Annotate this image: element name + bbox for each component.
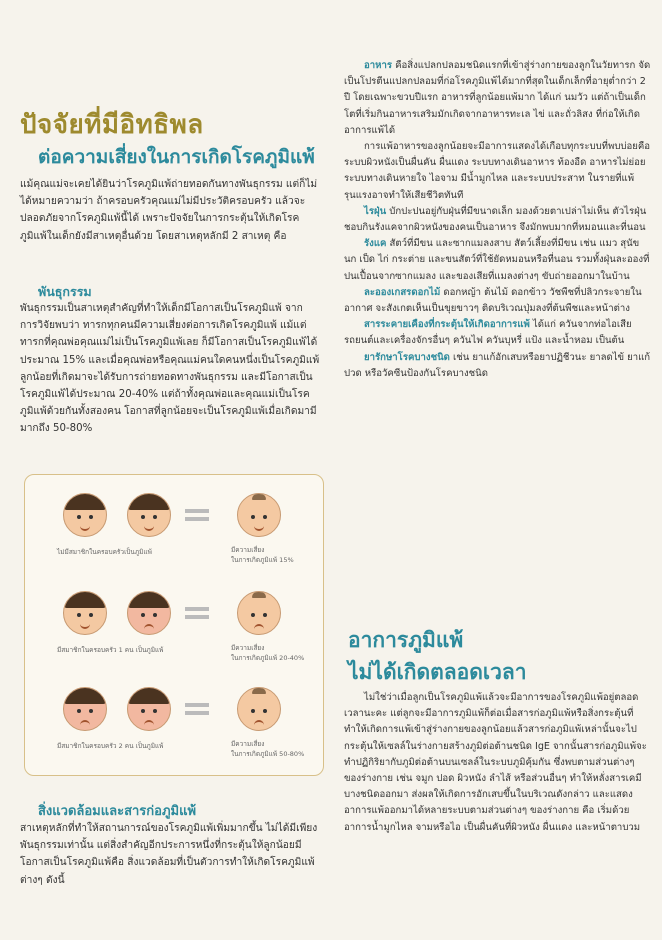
allergen-term: ยารักษาโรคบางชนิด bbox=[364, 351, 450, 363]
allergen-list bbox=[344, 58, 652, 382]
parent-face-icon bbox=[63, 591, 107, 635]
risk-value: ในการเกิดภูมิแพ้ 50-80% bbox=[231, 750, 305, 758]
parent-face-icon bbox=[63, 493, 107, 537]
risk-value: ในการเกิดภูมิแพ้ 20-40% bbox=[231, 654, 305, 662]
baby-face-icon bbox=[237, 591, 281, 635]
allergen-description: ดอกหญ้า ต้นไม้ ดอกข้าว วัชพืชที่ปลิวกระจายในอากาศ จะสังเกตเห็นเป็นขุยขาวๆ ติดบริเวณปุ่มลงที่ต้นพืชและหน้าต่าง bbox=[344, 286, 642, 315]
family-caption: มีสมาชิกในครอบครัว 1 คน เป็นภูมิแพ้ bbox=[57, 646, 164, 654]
allergen-description: สัตว์ที่มีขน และซากแมลงสาบ สัตว์เลี้ยงที่มีขน เช่น แมว สุนัข นก เป็ด ไก่ กระต่าย และขนสัตว์ที่ใช้ยัดหมอนหรือที่นอน รวมทั้งฝุ่นละอองที่ปนเปื้อนจากซากแมลง และของเสียที่แมลงต่างๆ ขับถ่ายออกมาในบ้าน bbox=[344, 238, 650, 282]
equals-icon bbox=[185, 607, 209, 619]
allergen-description: บักปะปนอยู่กับฝุ่นที่มีขนาดเล็ก มองด้วยตาเปล่าไม่เห็น ตัวไรฝุ่นชอบกินรังแคจากผิวหนังของคนเป็นอาหาร จึงมักพบมากที่หมอนและที่นอน bbox=[344, 205, 647, 234]
risk-row-1 bbox=[25, 487, 323, 577]
family-caption: ไม่มีสมาชิกในครอบครัวเป็นภูมิแพ้ bbox=[57, 548, 152, 556]
parent-face-icon bbox=[127, 493, 171, 537]
risk-row-3 bbox=[25, 681, 323, 771]
genetics-paragraph: พันธุกรรมเป็นสาเหตุสำคัญที่ทำให้เด็กมีโอกาสเป็นโรคภูมิแพ้ จากการวิจัยพบว่า ทารกทุกคนมีความเสี่ยงต่อการเกิดโรคภูมิแพ้ แม้แต่ทารกที่คุณพ่อคุณแม่ไม่เป็นโรคภูมิแพ้เลย ก็มีโอกาสเป็นโรคภูมิแพ้ได้ประมาณ 15% และเมื่อคุณพ่อหรือคุณแม่คนใดคนหนึ่งเป็นโรคภูมิแพ้ ลูกน้อยที่เกิดมาจะได้รับการถ่ายทอดทางพันธุกรรม และมีโอกาสเป็นโรคภูมิแพ้ได้ประมาณ 20-40% แต่ถ้าทั้งคุณพ่อและคุณแม่เป็นโรคภูมิแพ้ด้วยกันทั้งสองคน โอกาสที่ลูกน้อยจะเป็นโรคภูมิแพ้เมื่อเกิดมามีมากถึง 50-80% bbox=[20, 303, 320, 435]
risk-label: มีความเสี่ยง bbox=[231, 740, 265, 748]
allergen-term: ไรฝุ่น bbox=[364, 205, 387, 217]
baby-face-icon bbox=[237, 493, 281, 537]
environment-heading: สิ่งแวดล้อมและสารก่อภูมิแพ้ bbox=[38, 804, 197, 819]
allergen-term: สารระคายเคืองที่กระตุ้นให้เกิดอาการแพ้ bbox=[364, 319, 530, 331]
section-title-line-1: อาการภูมิแพ้ bbox=[348, 628, 464, 652]
allergen-description: การแพ้อาหารของลูกน้อยจะมีอาการแสดงได้เกือบทุกระบบที่พบบ่อยคือ ระบบผิวหนังเป็นผื่นคัน ผื่นแดง ระบบทางเดินอาหาร ท้องอืด อาหารไม่ย่อย ระบบทางเดินหายใจ ไอจาม มีน้ำมูกไหล และระบบประสาท ในรายที่แพ้รุนแรงอาจทำให้เสียชีวิตทันที bbox=[344, 141, 651, 201]
allergic-parent-face-icon bbox=[63, 687, 107, 731]
equals-icon bbox=[185, 509, 209, 521]
allergic-parent-face-icon bbox=[127, 687, 171, 731]
baby-face-icon bbox=[237, 687, 281, 731]
allergen-term: ละอองเกสรดอกไม้ bbox=[364, 286, 441, 298]
allergen-description: เช่น ยาแก้อักเสบหรือยาปฏิชีวนะ ยาลดไข้ ยาแก้ปวด หรือวัคซีนป้องกันโรคบางชนิด bbox=[344, 351, 651, 379]
section-title-line-2: ไม่ได้เกิดตลอดเวลา bbox=[348, 660, 527, 684]
page-title: ปัจจัยที่มีอิทธิพล bbox=[20, 110, 204, 140]
risk-row-2 bbox=[25, 585, 323, 675]
risk-label: มีความเสี่ยง bbox=[231, 644, 265, 652]
allergen-term: อาหาร bbox=[364, 60, 393, 71]
risk-label: มีความเสี่ยง bbox=[231, 546, 265, 554]
intro-paragraph: แม้คุณแม่จะเคยได้ยินว่าโรคภูมิแพ้ถ่ายทอดกันทางพันธุกรรม แต่ก็ไม่ได้หมายความว่า ถ้าครอบครัวคุณแม่ไม่มีประวัติครอบครัว แล้วจะปลอดภัยจากโรคภูมิแพ้นี้ได้ เพราะปัจจัยในการกระตุ้นให้เกิดโรคภูมิแพ้ในเด็กยังมีสาเหตุอื่นด้วย โดยสาเหตุหลักมี 2 สาเหตุ คือ bbox=[20, 179, 318, 242]
environment-paragraph: สาเหตุหลักที่ทำให้สถานการณ์ของโรคภูมิแพ้เพิ่มมากขึ้น ไม่ได้มีเพียงพันธุกรรมเท่านั้น แต่สิ่งสำคัญอีกประการหนึ่งที่กระตุ้นให้ลูกน้อยมีโอกาสเป็นโรคภูมิแพ้คือ สิ่งแวดล้อมที่เป็นตัวการทำให้เกิดโรคภูมิแพ้ต่างๆ ดังนี้ bbox=[20, 823, 318, 886]
allergic-parent-face-icon bbox=[127, 591, 171, 635]
page-subtitle: ต่อความเสี่ยงในการเกิดโรคภูมิแพ้ bbox=[38, 146, 315, 168]
section-paragraph: ไม่ใช่ว่าเมื่อลูกเป็นโรคภูมิแพ้แล้วจะมีอาการของโรคภูมิแพ้อยู่ตลอดเวลานะคะ แต่ลูกจะมีอาการภูมิแพ้ก็ต่อเมื่อสารก่อภูมิแพ้หรือสิ่งกระตุ้นที่ทำให้เกิดการแพ้เข้าสู่ร่างกายของลูกน้อยแล้วสารก่อภูมิแพ้เหล่านั้นจะไปกระตุ้นให้เซลล์ในร่างกายสร้างภูมิต่อต้านชนิด IgE จากนั้นสารก่อภูมิแพ้จะทำปฏิกิริยากับภูมิต่อต้านบนเซลล์ในระบบภูมิคุ้มกัน ซึ่งพบตามส่วนต่างๆ ของร่างกาย เช่น จมูก ปอด ผิวหนัง ลำไส้ หรือส่วนอื่นๆ ทำให้หลั่งสารเคมีบางชนิดออกมา ส่งผลให้เกิดการอักเสบขึ้นในบริเวณดังกล่าว และแสดงอาการแพ้ออกมาได้หลายระบบตามส่วนต่างๆ ของร่างกาย คือ เริ่มด้วยอาการน้ำมูกไหล จามหรือไอ เป็นผื่นคันที่ผิวหนัง ผื่นแดง และหน้าตาบวม bbox=[344, 692, 647, 833]
risk-value: ในการเกิดภูมิแพ้ 15% bbox=[231, 556, 294, 564]
risk-illustration bbox=[24, 474, 324, 776]
allergen-term: รังแค bbox=[364, 238, 387, 250]
family-caption: มีสมาชิกในครอบครัว 2 คน เป็นภูมิแพ้ bbox=[57, 742, 164, 750]
equals-icon bbox=[185, 703, 209, 715]
genetics-heading: พันธุกรรม bbox=[38, 284, 92, 299]
allergen-description: คือสิ่งแปลกปลอมชนิดแรกที่เข้าสู่ร่างกายของลูกในวัยทารก จัดเป็นโปรตีนแปลกปลอมที่ก่อโรคภูมิแพ้ได้มากที่สุดในเด็กเล็กที่อายุต่ำกว่า 2 ปี โดยเฉพาะขวบปีแรก อาหารที่ลูกน้อยแพ้มาก ได้แก่ นมวัว แต่ถ้าเป็นเด็กโตที่เริ่มกินอาหารเสริมมักเกิดจากอาหารทะเล ไข่ และถั่วลิสง ที่ก่อให้เกิดอาการแพ้ได้ bbox=[344, 60, 651, 136]
allergen-description: ได้แก่ ควันจากท่อไอเสียรถยนต์และเครื่องจักรอื่นๆ ควันไฟ ควันบุหรี่ แป้ง และน้ำหอม เป็นต้น bbox=[344, 319, 632, 347]
